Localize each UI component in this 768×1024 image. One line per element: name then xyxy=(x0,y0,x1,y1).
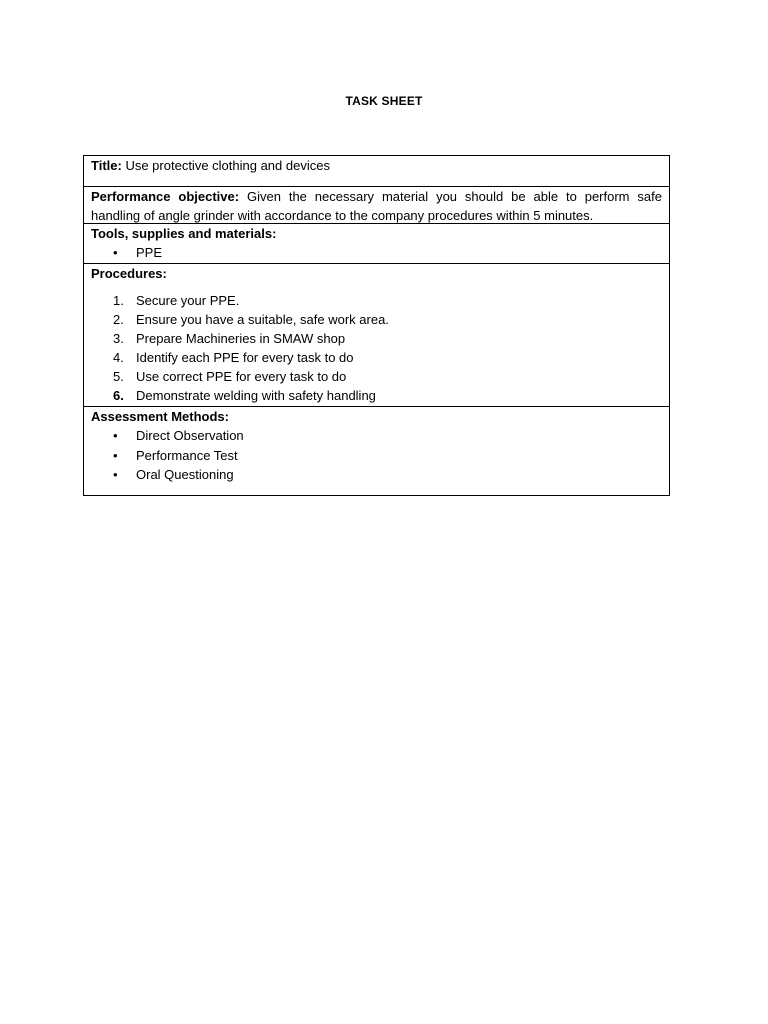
step-text: Use correct PPE for every task to do xyxy=(136,369,347,384)
list-item xyxy=(91,386,662,405)
assessment-label: Assessment Methods: xyxy=(91,409,229,424)
tools-label: Tools, supplies and materials: xyxy=(91,226,277,241)
objective-row xyxy=(84,187,669,224)
step-number: 3. xyxy=(113,331,124,346)
title-value: Use protective clothing and devices xyxy=(125,158,330,173)
list-item xyxy=(91,367,662,386)
step-number: 4. xyxy=(113,350,124,365)
bullet-icon: • xyxy=(113,245,118,260)
bullet-icon: • xyxy=(113,428,118,443)
list-item xyxy=(91,291,662,310)
objective-value: Given the necessary material you should be able to perform safe handling of angle grinder with accordance to the company procedures within 5 minutes. xyxy=(91,189,662,223)
step-text: Secure your PPE. xyxy=(136,293,240,308)
list-item xyxy=(91,348,662,367)
step-text: Demonstrate welding with safety handling xyxy=(136,388,376,403)
tools-list xyxy=(91,243,662,263)
step-number: 6. xyxy=(113,388,124,403)
step-text: Ensure you have a suitable, safe work area. xyxy=(136,312,389,327)
list-item xyxy=(91,426,662,446)
list-item xyxy=(91,310,662,329)
assessment-item-text: Direct Observation xyxy=(136,428,244,443)
assessment-item-text: Performance Test xyxy=(136,447,238,463)
page-title: TASK SHEET xyxy=(345,94,423,108)
step-text: Identify each PPE for every task to do xyxy=(136,350,354,365)
list-item xyxy=(91,465,662,485)
assessment-row xyxy=(84,407,669,495)
step-number: 1. xyxy=(113,293,124,308)
list-item xyxy=(91,329,662,348)
step-number: 5. xyxy=(113,369,124,384)
step-number: 2. xyxy=(113,312,124,327)
assessment-item-text: Oral Questioning xyxy=(136,467,234,482)
task-table xyxy=(83,155,670,496)
procedures-list xyxy=(91,291,662,405)
step-text: Prepare Machineries in SMAW shop xyxy=(136,331,346,346)
bullet-icon: • xyxy=(113,467,118,482)
tools-row xyxy=(84,224,669,264)
procedures-label: Procedures: xyxy=(91,266,167,281)
assessment-list xyxy=(91,426,662,485)
list-item xyxy=(91,243,662,263)
tools-item-text: PPE xyxy=(136,245,163,260)
title-row xyxy=(84,156,669,187)
bullet-icon: • xyxy=(113,447,118,463)
title-label: Title: xyxy=(91,158,122,173)
objective-label: Performance objective: xyxy=(91,189,240,204)
list-item xyxy=(91,446,662,466)
procedures-row xyxy=(84,264,669,407)
